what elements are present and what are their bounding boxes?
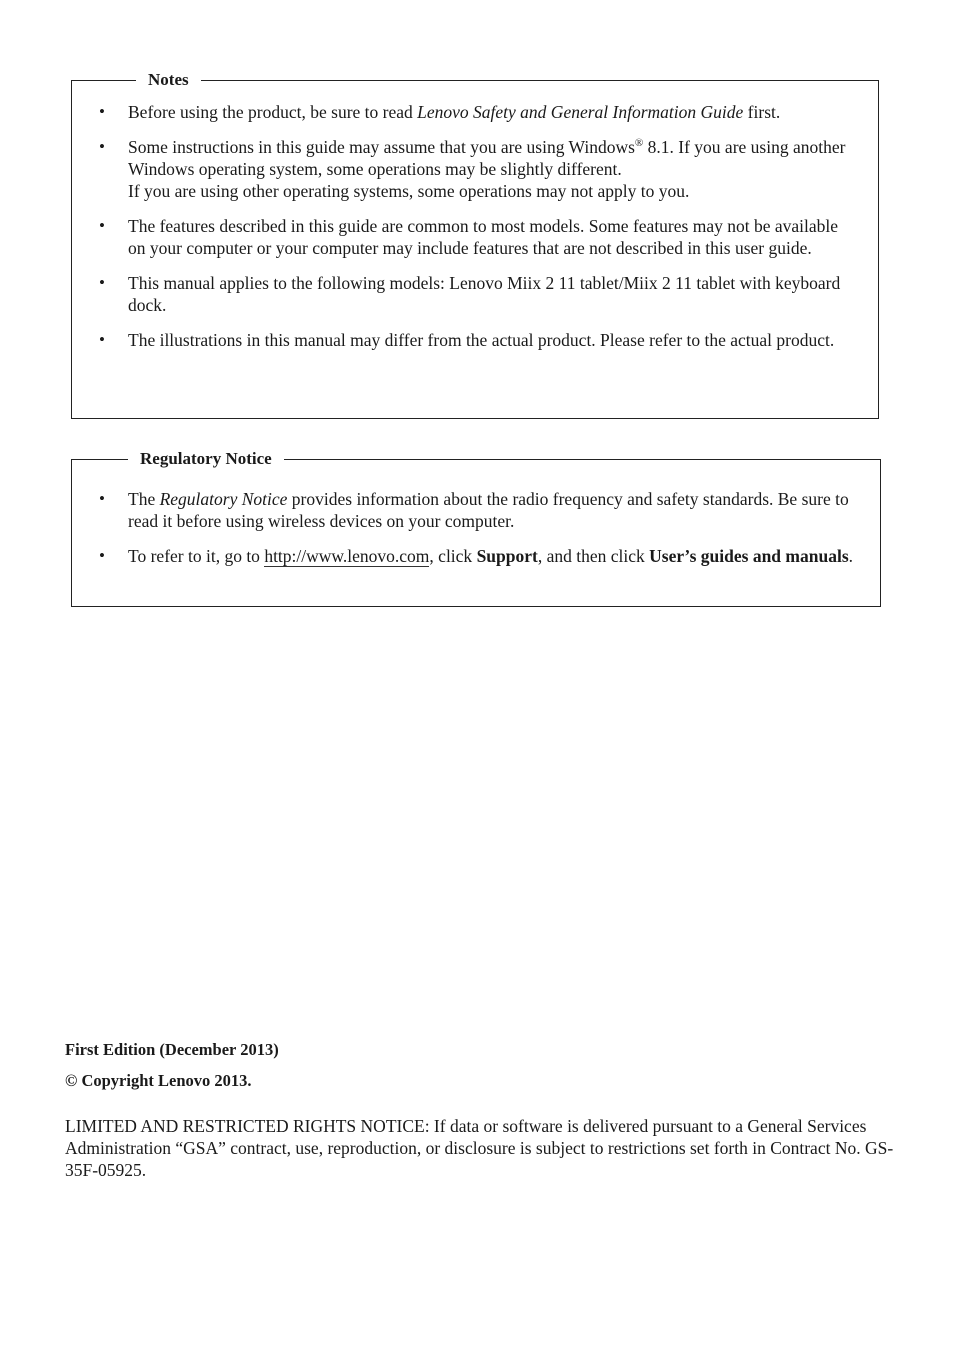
list-item: • The features described in this guide are common to most models. Some features may not be available on your computer or your computer may include features that are not described in this user guide. [99, 216, 838, 258]
bullet-icon: • [99, 102, 105, 121]
list-item: • Before using the product, be sure to read Lenovo Safety and General Information Guide first. [99, 102, 781, 122]
list-item: • To refer to it, go to http://www.lenovo.com, click Support, and then click User’s guides and manuals. [99, 546, 853, 566]
support-label: Support [476, 546, 538, 566]
regulatory-notice-box [71, 449, 881, 607]
list-item: • The illustrations in this manual may differ from the actual product. Please refer to the actual product. [99, 330, 835, 350]
notes-box [71, 70, 879, 419]
regulatory-list [72, 488, 880, 580]
users-guides-label: User’s guides and manuals [649, 546, 849, 566]
registered-mark: ® [634, 137, 644, 149]
bullet-icon: • [99, 546, 105, 565]
lenovo-website-link[interactable]: http://www.lenovo.com [264, 546, 430, 566]
regulatory-notice-title: Regulatory Notice [128, 449, 284, 469]
bullet-icon: • [99, 489, 105, 508]
copyright-line: © Copyright Lenovo 2013. [65, 1071, 252, 1090]
edition-line: First Edition (December 2013) [65, 1040, 279, 1059]
bullet-icon: • [99, 273, 105, 292]
guide-title: Lenovo Safety and General Information Guide [417, 102, 744, 122]
bullet-icon: • [99, 216, 105, 235]
notes-list [72, 101, 878, 364]
list-item: • Some instructions in this guide may assume that you are using Windows® 8.1. If you are using another Windows operating system, some operations may be slightly different. If you are using other operating systems, some operations may not apply to you. [99, 137, 846, 201]
bullet-icon: • [99, 137, 105, 156]
notes-title: Notes [136, 70, 201, 90]
rights-notice: LIMITED AND RESTRICTED RIGHTS NOTICE: If data or software is delivered pursuant to a General Services Administration “GSA” contract, use, reproduction, or disclosure is subject to restrictions set forth in Contract No. GS-35F-05925. [65, 1116, 894, 1180]
regulatory-notice-ref: Regulatory Notice [159, 489, 288, 509]
list-item: • The Regulatory Notice provides information about the radio frequency and safety standards. Be sure to read it before using wireless devices on your computer. [99, 489, 849, 531]
bullet-icon: • [99, 330, 105, 349]
list-item: • This manual applies to the following models: Lenovo Miix 2 11 tablet/Miix 2 11 tablet with keyboard dock. [99, 273, 841, 315]
